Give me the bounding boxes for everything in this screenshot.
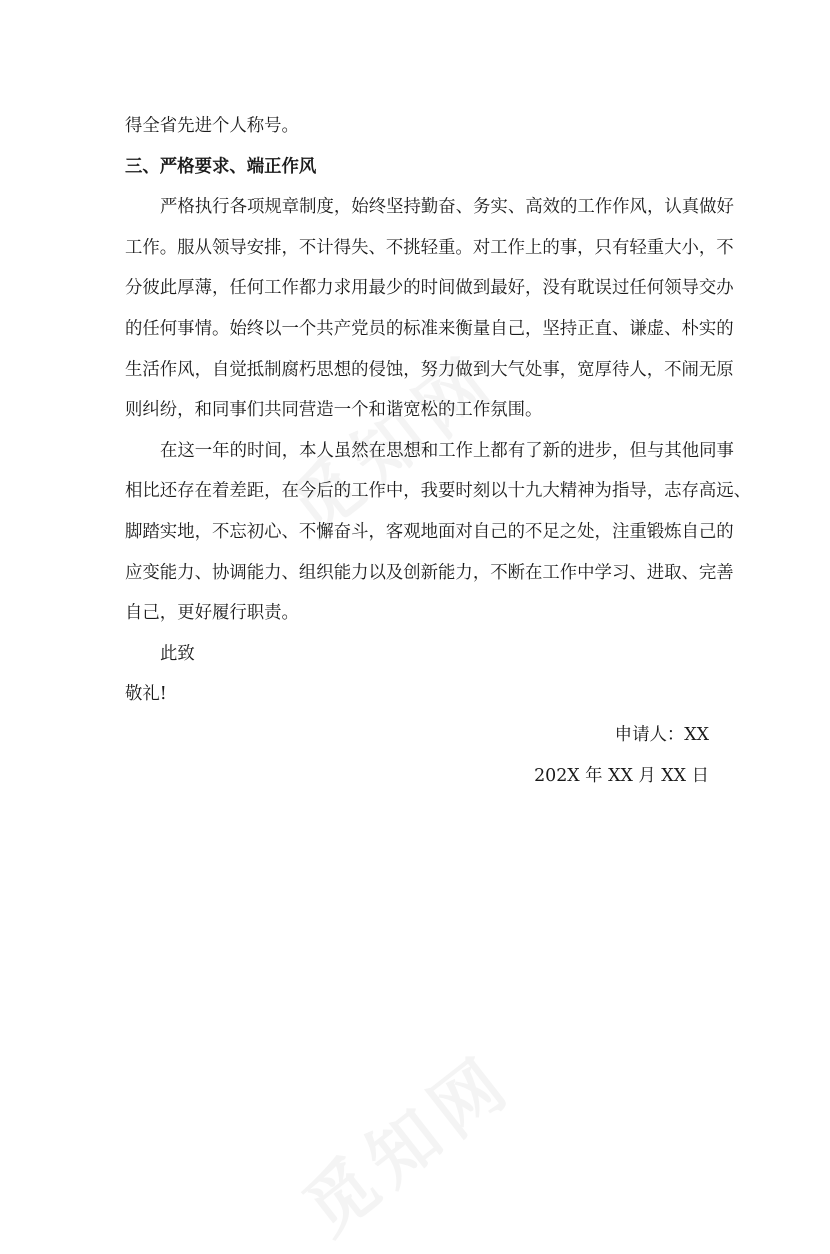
paragraph-line: 的任何事情。始终以一个共产党员的标准来衡量自己，坚持正直、谦虚、朴实的 <box>125 318 734 339</box>
paragraph-line: 应变能力、协调能力、组织能力以及创新能力，不断在工作中学习、进取、完善 <box>125 562 734 583</box>
paragraph-line: 自己，更好履行职责。 <box>125 603 299 624</box>
document-body <box>125 106 752 796</box>
document-date: 202X 年 XX 月 XX 日 <box>534 765 709 786</box>
applicant-signature: 申请人：XX <box>614 724 709 745</box>
watermark <box>279 1027 530 1254</box>
paragraph-line: 得全省先进个人称号。 <box>125 116 299 136</box>
paragraph-line: 严格执行各项规章制度，始终坚持勤奋、务实、高效的工作作风，认真做好 <box>160 197 734 218</box>
paragraph-line: 则纠纷，和同事们共同营造一个和谐宽松的工作氛围。 <box>125 400 543 421</box>
closing-regards: 敬礼! <box>125 684 167 705</box>
closing-salutation: 此致 <box>160 643 195 664</box>
paragraph-line: 脚踏实地，不忘初心、不懈奋斗，客观地面对自己的不足之处，注重锻炼自己的 <box>125 521 734 542</box>
paragraph-line: 工作。服从领导安排，不计得失、不挑轻重。对工作上的事，只有轻重大小，不 <box>125 237 734 258</box>
paragraph-line: 相比还存在着差距，在今后的工作中，我要时刻以十九大精神为指导，志存高远、 <box>125 481 752 502</box>
paragraph-line: 生活作风，自觉抵制腐朽思想的侵蚀，努力做到大气处事，宽厚待人，不闹无原 <box>125 359 734 380</box>
paragraph-line: 分彼此厚薄，任何工作都力求用最少的时间做到最好，没有耽误过任何领导交办 <box>125 278 734 299</box>
paragraph-line: 在这一年的时间，本人虽然在思想和工作上都有了新的进步，但与其他同事 <box>160 440 734 461</box>
section-heading: 三、严格要求、端正作风 <box>125 156 317 177</box>
